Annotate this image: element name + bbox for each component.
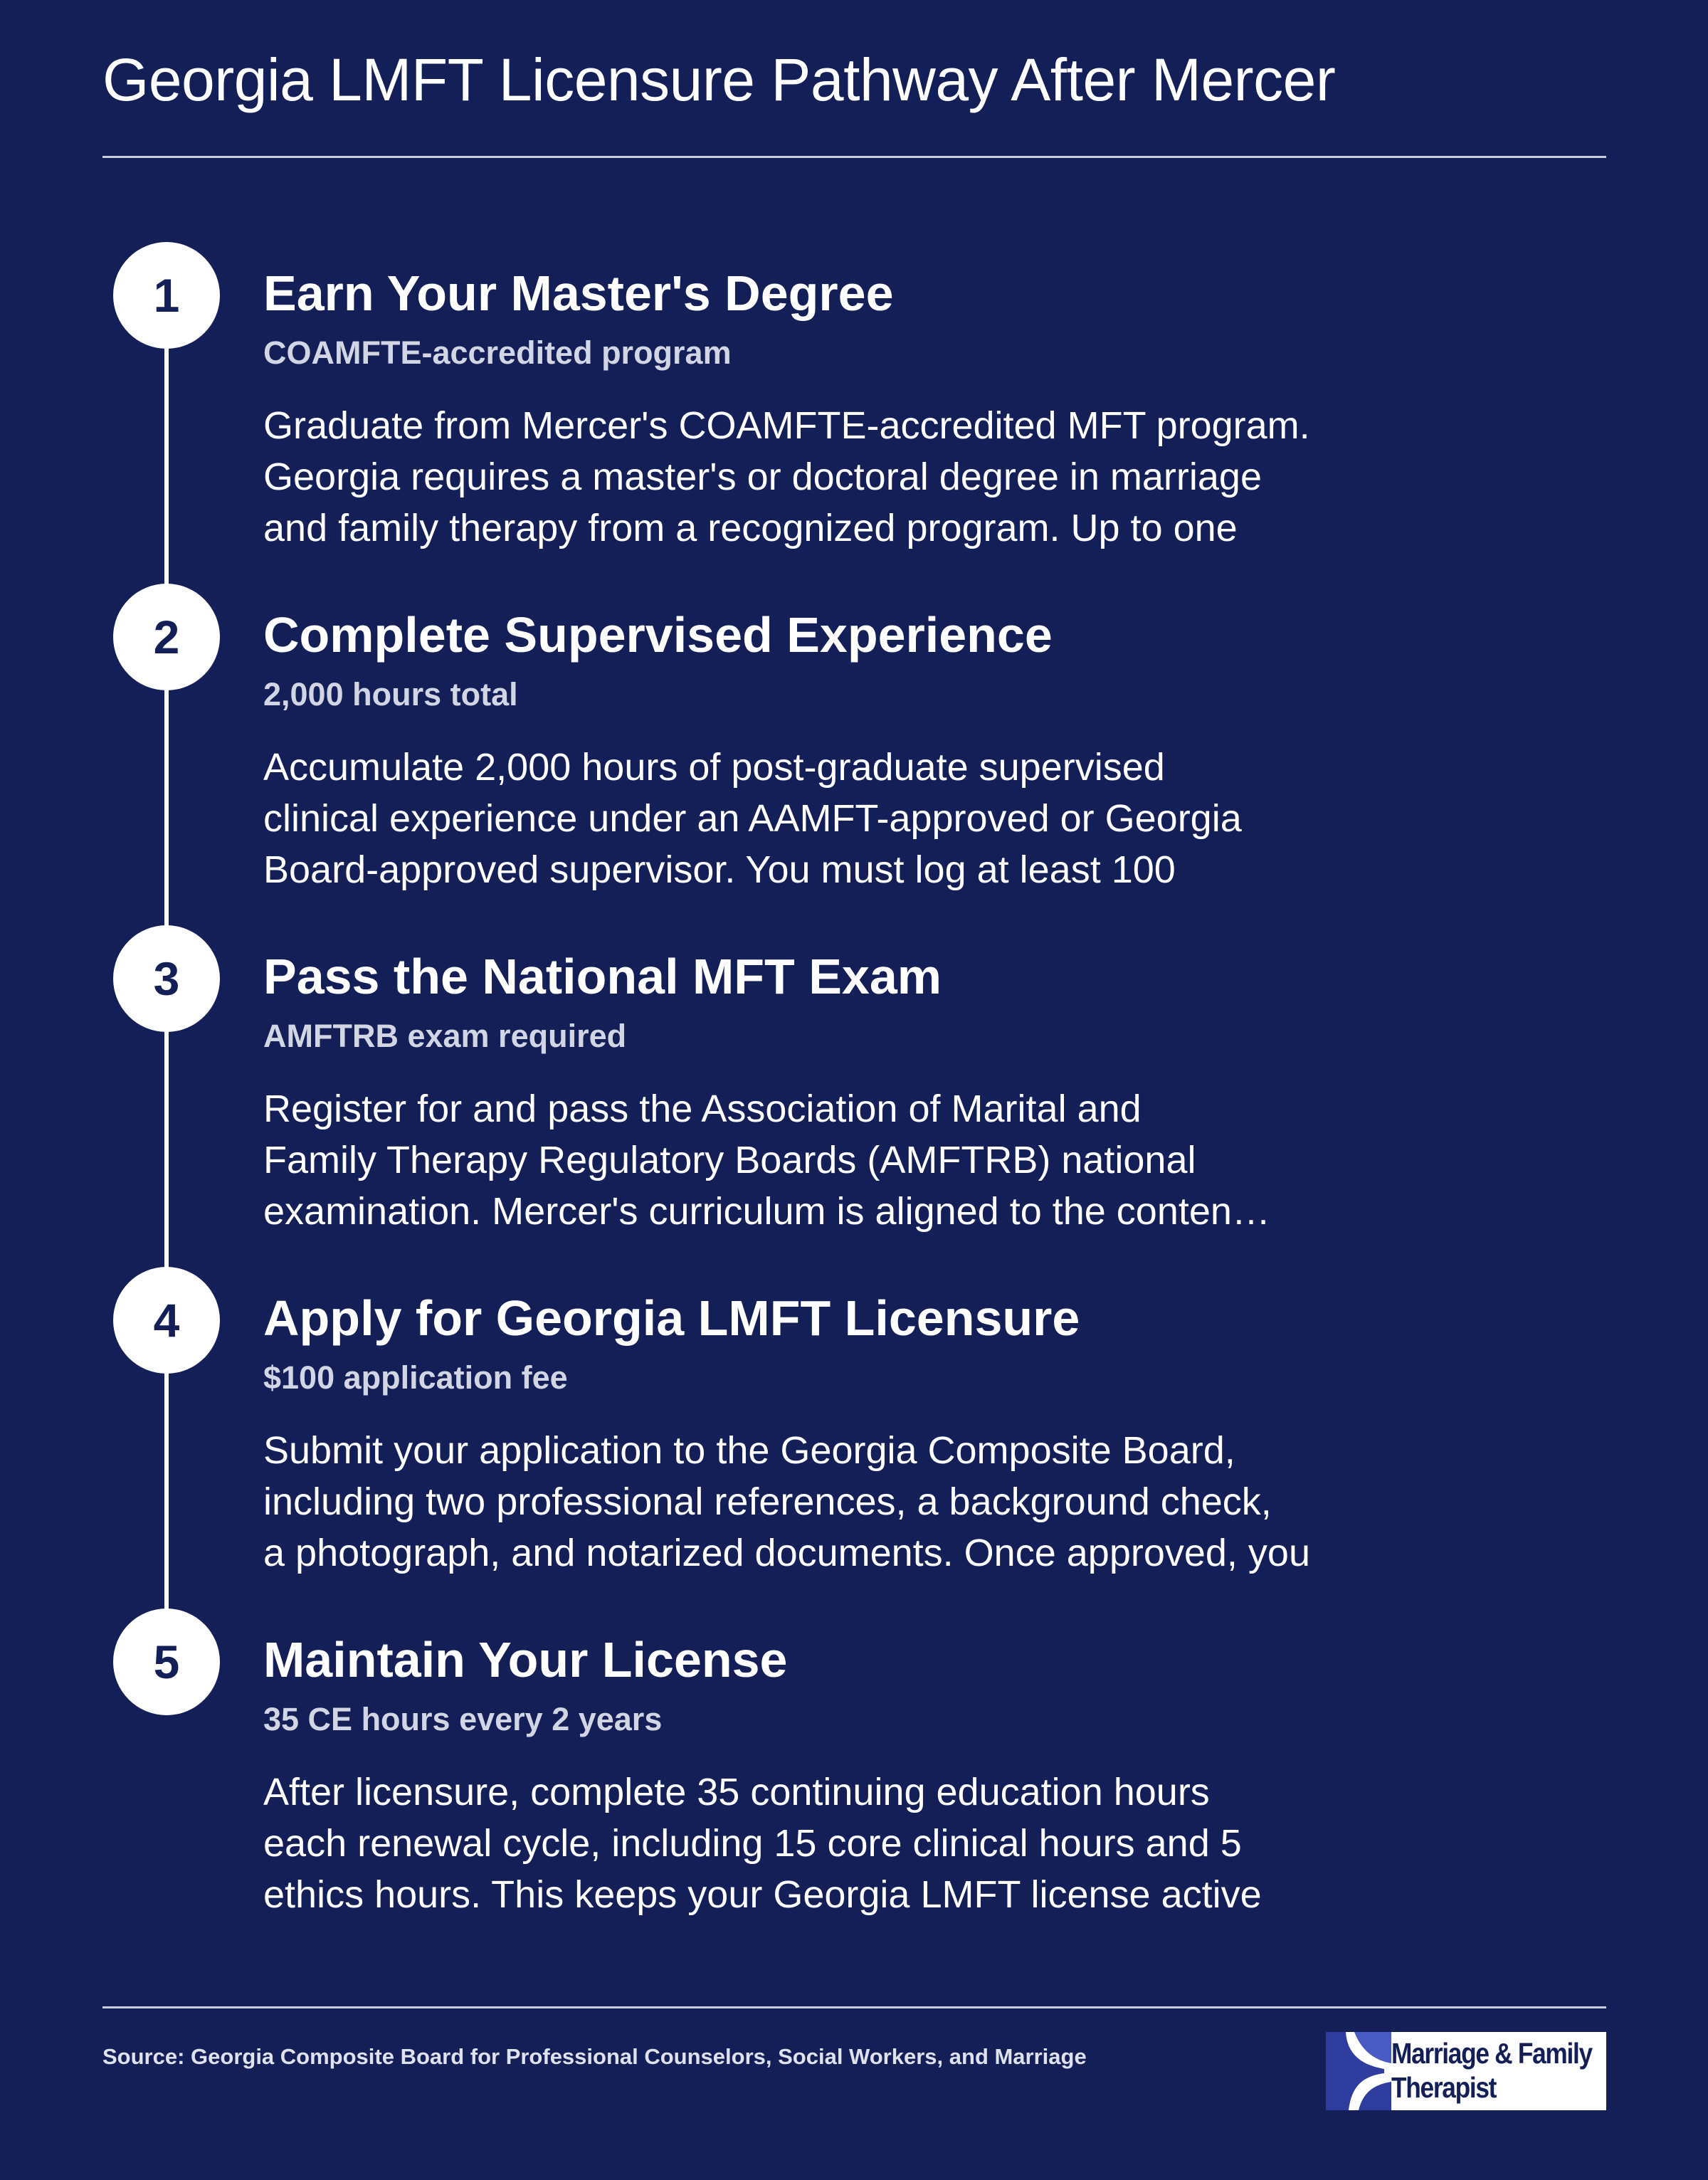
logo-mark-icon bbox=[1326, 2032, 1391, 2110]
step-subtitle: COAMFTE-accredited program bbox=[263, 335, 732, 371]
logo-line-1: Marriage & Family bbox=[1391, 2037, 1592, 2070]
marriage-family-therapist-logo bbox=[1326, 2032, 1606, 2110]
step-4 bbox=[0, 1267, 1708, 1580]
step-1 bbox=[0, 242, 1708, 555]
step-subtitle: $100 application fee bbox=[263, 1359, 568, 1396]
step-subtitle: 35 CE hours every 2 years bbox=[263, 1701, 663, 1737]
page-title: Georgia LMFT Licensure Pathway After Mercer bbox=[102, 46, 1336, 113]
step-subtitle: 2,000 hours total bbox=[263, 676, 518, 712]
step-3 bbox=[0, 925, 1708, 1238]
step-description: Accumulate 2,000 hours of post-graduate supervised clinical experience under an AAMFT-approved or Georgia Board-approved supervisor. You must log at least 100 bbox=[263, 746, 1242, 891]
step-description: Submit your application to the Georgia Composite Board, including two professional references, a background check, a photograph, and notarized documents. Once approved, you bbox=[263, 1429, 1310, 1574]
source-citation: Source: Georgia Composite Board for Professional Counselors, Social Workers, and Marriage bbox=[102, 2044, 1087, 2069]
title-divider bbox=[102, 156, 1606, 158]
step-number-badge: 1 bbox=[113, 242, 220, 349]
footer-divider bbox=[102, 2006, 1606, 2008]
step-title: Earn Your Master's Degree bbox=[263, 265, 894, 321]
step-2 bbox=[0, 584, 1708, 897]
step-title: Complete Supervised Experience bbox=[263, 607, 1053, 663]
step-description: Register for and pass the Association of Marital and Family Therapy Regulatory Boards (AMFTRB) national examination. Mercer's curriculum is aligned to the conten… bbox=[263, 1088, 1270, 1233]
step-subtitle: AMFTRB exam required bbox=[263, 1018, 627, 1054]
step-number-badge: 4 bbox=[113, 1267, 220, 1374]
step-title: Pass the National MFT Exam bbox=[263, 949, 942, 1004]
logo-text bbox=[1391, 2036, 1592, 2105]
step-number-badge: 2 bbox=[113, 584, 220, 690]
logo-line-2: Therapist bbox=[1391, 2071, 1497, 2104]
step-title: Apply for Georgia LMFT Licensure bbox=[263, 1290, 1080, 1346]
step-title: Maintain Your License bbox=[263, 1632, 788, 1687]
step-5 bbox=[0, 1608, 1708, 1922]
step-description: After licensure, complete 35 continuing education hours each renewal cycle, including 15 core clinical hours and 5 ethics hours. This keeps your Georgia LMFT license active bbox=[263, 1771, 1262, 1916]
step-number-badge: 3 bbox=[113, 925, 220, 1032]
step-description: Graduate from Mercer's COAMFTE-accredited MFT program. Georgia requires a master's or doctoral degree in marriage and family therapy from a recognized program. Up to one bbox=[263, 404, 1310, 549]
step-number-badge: 5 bbox=[113, 1608, 220, 1715]
